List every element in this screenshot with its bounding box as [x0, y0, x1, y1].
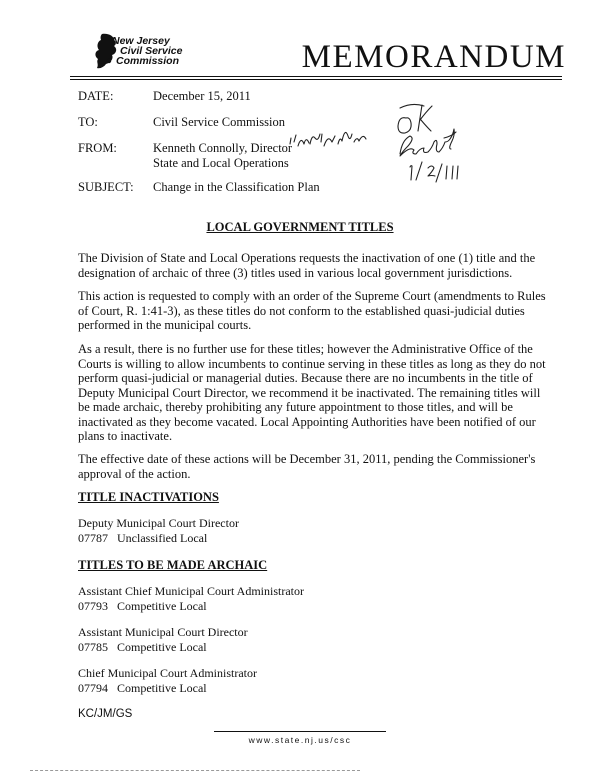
- date-value: December 15, 2011: [153, 89, 251, 103]
- to-label: TO:: [78, 115, 98, 129]
- archaic-item: [78, 584, 304, 613]
- subject-label: SUBJECT:: [78, 180, 134, 194]
- item-title: Deputy Municipal Court Director: [78, 516, 239, 530]
- from-label: FROM:: [78, 141, 117, 155]
- footer-rule: [214, 731, 386, 732]
- archaic-item: [78, 625, 248, 654]
- item-code: 07794: [78, 680, 108, 695]
- agency-line-3: Commission: [116, 55, 180, 67]
- item-class: Competitive Local: [117, 598, 207, 613]
- paragraph-3: As a result, there is no further use for these titles; however the Administrative Office of the Courts is willing to allow incumbents to continue serving in these titles as long as they do not perform quasi-judicial or managerial duties. Because there are no incumbents in the title of Deputy Municipal Court Director, we recommend it be inactivated. The remaining titles will be made archaic, thereby prohibiting any future appointment to those titles, and will be inactivated as they become vacated. Local Appointing Authorities have been notified of our plans to inactivate.: [78, 342, 546, 443]
- agency-name: [112, 36, 182, 66]
- inactivation-item: [78, 516, 239, 545]
- item-title: Chief Municipal Court Administrator: [78, 666, 257, 680]
- agency-line-1: New Jersey: [112, 35, 170, 47]
- item-class: Unclassified Local: [117, 530, 208, 545]
- scan-artifact-line: [30, 770, 360, 771]
- paragraph-4: The effective date of these actions will be December 31, 2011, pending the Commissioner's approval of the action.: [78, 452, 536, 481]
- subject-value: Change in the Classification Plan: [153, 180, 320, 194]
- handwritten-signature-approval-mark: [288, 100, 503, 190]
- header-rule-bottom: [70, 79, 562, 80]
- memo-title: MEMORANDUM: [301, 39, 566, 75]
- author-initials: KC/JM/GS: [78, 708, 133, 720]
- item-class: Competitive Local: [117, 639, 207, 654]
- inactivations-heading: TITLE INACTIVATIONS: [78, 490, 219, 504]
- item-code: 07787: [78, 530, 108, 545]
- footer-url: www.state.nj.us/csc: [248, 735, 352, 745]
- from-value-line-2: State and Local Operations: [153, 156, 289, 170]
- agency-line-2: Civil Service: [120, 45, 183, 57]
- item-title: Assistant Municipal Court Director: [78, 625, 248, 639]
- paragraph-2: This action is requested to comply with an order of the Supreme Court (amendments to Rules of Court, R. 1:41-3), as these titles do not conform to the established quasi-judicial duties performed in the municipal courts.: [78, 289, 546, 332]
- date-label: DATE:: [78, 89, 114, 103]
- paragraph-1: The Division of State and Local Operations requests the inactivation of one (1) title and the designation of archaic of three (3) titles used in various local government jurisdictions.: [78, 251, 536, 280]
- archaic-item: [78, 666, 257, 695]
- header-rule-top: [70, 76, 562, 77]
- archaic-heading: TITLES TO BE MADE ARCHAIC: [78, 558, 268, 572]
- item-code: 07785: [78, 639, 108, 654]
- from-value-line-1: Kenneth Connolly, Director: [153, 141, 293, 155]
- item-code: 07793: [78, 598, 108, 613]
- to-value: Civil Service Commission: [153, 115, 285, 129]
- section-title: LOCAL GOVERNMENT TITLES: [206, 220, 394, 234]
- item-class: Competitive Local: [117, 680, 207, 695]
- item-title: Assistant Chief Municipal Court Administrator: [78, 584, 304, 598]
- from-value: [153, 141, 292, 171]
